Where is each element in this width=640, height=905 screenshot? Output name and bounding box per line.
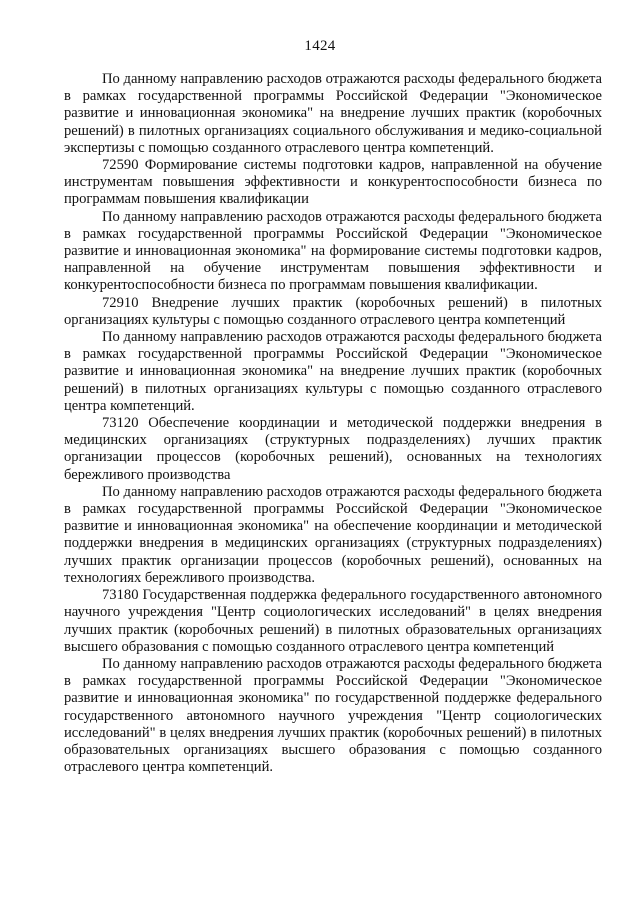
paragraph-73120: По данному направлению расходов отражаются расходы федерального бюджета в рамках государственной программы Российской Федерации "Экономическое развитие и инновационная экономика" на обеспечение координации и методической поддержки внедрения в медицинских организациях (структурных подразделениях) лучших практик организации процессов (коробочных решений), основанных на технологиях бережливого производства.: [64, 483, 602, 586]
paragraph-72910: По данному направлению расходов отражаются расходы федерального бюджета в рамках государственной программы Российской Федерации "Экономическое развитие и инновационная экономика" на внедрение лучших практик (коробочных решений) в пилотных организациях культуры с помощью созданного отраслевого центра компетенций.: [64, 329, 602, 414]
page-number: 1424: [304, 38, 336, 54]
paragraph-73180: По данному направлению расходов отражаются расходы федерального бюджета в рамках государственной программы Российской Федерации "Экономическое развитие и инновационная экономика" по государственной поддержке федерального государственного автономного научного учреждения "Центр социологических исследований" в целях внедрения лучших практик (коробочных решений) в пилотных образовательных организациях высшего образования с помощью созданного отраслевого центра компетенций.: [64, 655, 602, 776]
document-body: [64, 71, 602, 776]
heading-73180: 73180 Государственная поддержка федерального государственного автономного научного учреждения "Центр социологических исследований" в целях внедрения лучших практик (коробочных решений) в пилотных образовательных организациях высшего образования с помощью созданного отраслевого центра компетенций: [64, 587, 602, 655]
paragraph-1: По данному направлению расходов отражаются расходы федерального бюджета в рамках государственной программы Российской Федерации "Экономическое развитие и инновационная экономика" на внедрение лучших практик (коробочных решений) в пилотных организациях социального обслуживания и медико-социальной экспертизы с помощью созданного отраслевого центра компетенций.: [64, 71, 602, 156]
heading-72910: 72910 Внедрение лучших практик (коробочных решений) в пилотных организациях культуры с помощью созданного отраслевого центра компетенций: [64, 294, 602, 328]
heading-72590: 72590 Формирование системы подготовки кадров, направленной на обучение инструментам повышения эффективности и конкурентоспособности бизнеса по программам повышения квалификации: [64, 157, 602, 208]
heading-73120: 73120 Обеспечение координации и методической поддержки внедрения в медицинских организациях (структурных подразделениях) лучших практик организации процессов (коробочных решений), основанных на технологиях бережливого производства: [64, 415, 602, 483]
paragraph-72590: По данному направлению расходов отражаются расходы федерального бюджета в рамках государственной программы Российской Федерации "Экономическое развитие и инновационная экономика" на формирование системы подготовки кадров, направленной на обучение инструментам повышения эффективности и конкурентоспособности бизнеса по программам повышения квалификации.: [64, 208, 602, 294]
